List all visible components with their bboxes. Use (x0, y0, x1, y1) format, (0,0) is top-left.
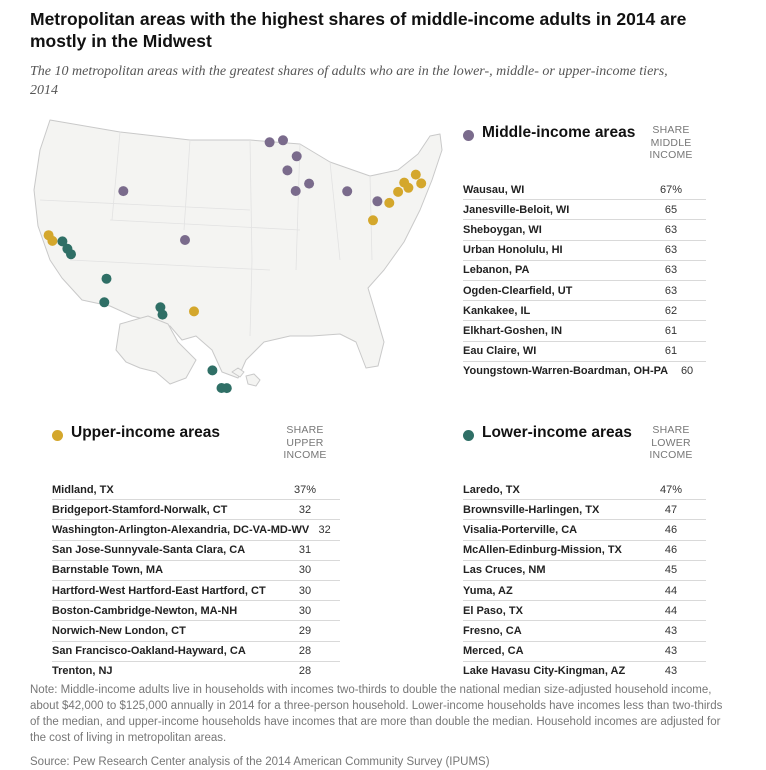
metro-name: Washington-Arlington-Alexandria, DC-VA-MD-WV (52, 523, 310, 536)
metro-name: Barnstable Town, MA (52, 564, 164, 577)
metro-name: Sheboygan, WI (463, 223, 542, 236)
middle-income-metro-dot (282, 165, 292, 175)
lower-income-metro-dot (207, 365, 217, 375)
share-header: SHARE MIDDLE INCOME (649, 124, 693, 161)
metro-name: Midland, TX (52, 483, 114, 496)
table-row (463, 621, 706, 641)
metro-share: 43 (664, 645, 678, 658)
table-row (463, 180, 706, 200)
table-row (463, 541, 706, 561)
metro-name: El Paso, TX (463, 604, 523, 617)
table-row (463, 662, 706, 681)
table-row (52, 480, 340, 500)
lower-income-metro-dot (57, 236, 67, 246)
lower-income-metro-dot (99, 297, 109, 307)
table-row (463, 581, 706, 601)
metro-share: 46 (664, 544, 678, 557)
upper-income-metro-dot (368, 215, 378, 225)
metro-name: Yuma, AZ (463, 584, 513, 597)
metro-share: 32 (298, 503, 312, 516)
share-header: SHARE UPPER INCOME (283, 424, 327, 461)
metro-name: Bridgeport-Stamford-Norwalk, CT (52, 503, 228, 516)
metro-share: 67% (659, 183, 683, 196)
middle-income-metro-dot (180, 235, 190, 245)
lower-income-table (463, 480, 706, 681)
upper-income-metro-dot (44, 230, 54, 240)
table-row (52, 541, 340, 561)
metro-name: Norwich-New London, CT (52, 624, 186, 637)
metro-share: 63 (664, 244, 678, 257)
metro-share: 63 (664, 284, 678, 297)
metro-name: Las Cruces, NM (463, 564, 546, 577)
panel-title: Middle-income areas (482, 124, 636, 141)
lower-income-panel (463, 424, 706, 681)
panel-title: Lower-income areas (482, 424, 632, 441)
metro-name: Trenton, NJ (52, 665, 113, 678)
middle-income-panel (463, 124, 706, 381)
metro-share: 46 (664, 523, 678, 536)
upper-income-metro-dot (403, 183, 413, 193)
metro-share: 65 (664, 203, 678, 216)
upper-income-metro-dot (384, 198, 394, 208)
table-row (463, 561, 706, 581)
middle-income-metro-dot (278, 135, 288, 145)
lower-income-metro-dot (217, 383, 227, 393)
metro-name: Eau Claire, WI (463, 345, 537, 358)
metro-name: Youngstown-Warren-Boardman, OH-PA (463, 365, 669, 378)
metro-name: Kankakee, IL (463, 304, 531, 317)
lower-income-metro-dot (158, 310, 168, 320)
metro-share: 44 (664, 584, 678, 597)
panel-title: Upper-income areas (71, 424, 221, 441)
middle-income-metro-dot (342, 186, 352, 196)
table-row (463, 220, 706, 240)
metro-share: 63 (664, 264, 678, 277)
metro-share: 47% (659, 483, 683, 496)
table-row (463, 520, 706, 540)
metro-share: 30 (298, 584, 312, 597)
metro-name: Elkhart-Goshen, IN (463, 324, 563, 337)
table-row (52, 642, 340, 662)
table-row (463, 261, 706, 281)
upper-income-panel (52, 424, 340, 681)
metro-name: Visalia-Porterville, CA (463, 523, 578, 536)
middle-income-legend-dot (463, 130, 474, 141)
metro-name: Wausau, WI (463, 183, 525, 196)
metro-share: 43 (664, 665, 678, 678)
metro-name: San Jose-Sunnyvale-Santa Clara, CA (52, 544, 246, 557)
table-row (463, 500, 706, 520)
chart-subtitle: The 10 metropolitan areas with the greatest shares of adults who are in the lower-, middle- or upper-income tiers, 2014 (30, 64, 668, 98)
chart-title: Metropolitan areas with the highest shares of middle-income adults in 2014 are mostly in the Midwest (30, 9, 687, 51)
table-row (463, 241, 706, 261)
metro-share: 37% (293, 483, 317, 496)
metro-name: Merced, CA (463, 645, 524, 658)
middle-income-metro-dot (291, 186, 301, 196)
metro-share: 28 (298, 645, 312, 658)
middle-income-metro-dot (292, 151, 302, 161)
metro-share: 31 (298, 544, 312, 557)
table-row (463, 601, 706, 621)
metro-name: Ogden-Clearfield, UT (463, 284, 573, 297)
metro-share: 63 (664, 223, 678, 236)
metro-share: 61 (664, 324, 678, 337)
middle-income-metro-dot (118, 186, 128, 196)
metro-share: 30 (298, 564, 312, 577)
table-row (52, 561, 340, 581)
table-row (463, 480, 706, 500)
metro-name: McAllen-Edinburg-Mission, TX (463, 544, 622, 557)
table-row (463, 281, 706, 301)
metro-name: Fresno, CA (463, 624, 522, 637)
middle-income-metro-dot (265, 137, 275, 147)
upper-income-metro-dot (393, 187, 403, 197)
metro-name: Brownsville-Harlingen, TX (463, 503, 600, 516)
metro-share: 62 (664, 304, 678, 317)
metro-name: Hartford-West Hartford-East Hartford, CT (52, 584, 266, 597)
us-map (0, 110, 460, 400)
middle-income-metro-dot (372, 196, 382, 206)
table-row (52, 500, 340, 520)
middle-income-table (463, 180, 706, 381)
table-row (52, 581, 340, 601)
table-row (463, 342, 706, 362)
metro-share: 45 (664, 564, 678, 577)
table-row (52, 520, 340, 540)
metro-share: 44 (664, 604, 678, 617)
upper-income-metro-dot (189, 306, 199, 316)
metro-name: San Francisco-Oakland-Hayward, CA (52, 645, 246, 658)
table-row (463, 362, 706, 381)
upper-income-table (52, 480, 340, 681)
table-row (463, 301, 706, 321)
map-land (34, 120, 442, 386)
table-row (52, 621, 340, 641)
lower-income-metro-dot (102, 274, 112, 284)
metro-name: Urban Honolulu, HI (463, 244, 563, 257)
middle-income-metro-dot (304, 179, 314, 189)
source-line: Source: Pew Research Center analysis of the 2014 American Community Survey (IPUMS) (30, 756, 490, 768)
metro-share: 60 (680, 365, 694, 378)
footnote: Note: Middle-income adults live in households with incomes two-thirds to double the national median size-adjusted household income, about $42,000 to $125,000 annually in 2014 for a three-person household. Lower-income households have incomes less than two-thirds of the median, and upper-income households have incomes that are more than double the median. Household incomes are adjusted for the cost of living in metropolitan areas. (30, 684, 723, 744)
metro-share: 32 (318, 523, 331, 536)
metro-share: 30 (298, 604, 312, 617)
metro-name: Lake Havasu City-Kingman, AZ (463, 665, 626, 678)
metro-name: Laredo, TX (463, 483, 520, 496)
metro-name: Lebanon, PA (463, 264, 530, 277)
metro-share: 47 (664, 503, 678, 516)
upper-income-legend-dot (52, 430, 63, 441)
share-header: SHARE LOWER INCOME (649, 424, 693, 461)
metro-name: Boston-Cambridge-Newton, MA-NH (52, 604, 238, 617)
table-row (463, 642, 706, 662)
table-row (52, 662, 340, 681)
table-row (52, 601, 340, 621)
upper-income-metro-dot (411, 170, 421, 180)
metro-share: 29 (298, 624, 312, 637)
table-row (463, 200, 706, 220)
metro-share: 28 (298, 665, 312, 678)
upper-income-metro-dot (416, 178, 426, 188)
contiguous-us (34, 120, 442, 378)
metro-share: 43 (664, 624, 678, 637)
table-row (463, 321, 706, 341)
metro-share: 61 (664, 345, 678, 358)
metro-name: Janesville-Beloit, WI (463, 203, 570, 216)
lower-income-legend-dot (463, 430, 474, 441)
